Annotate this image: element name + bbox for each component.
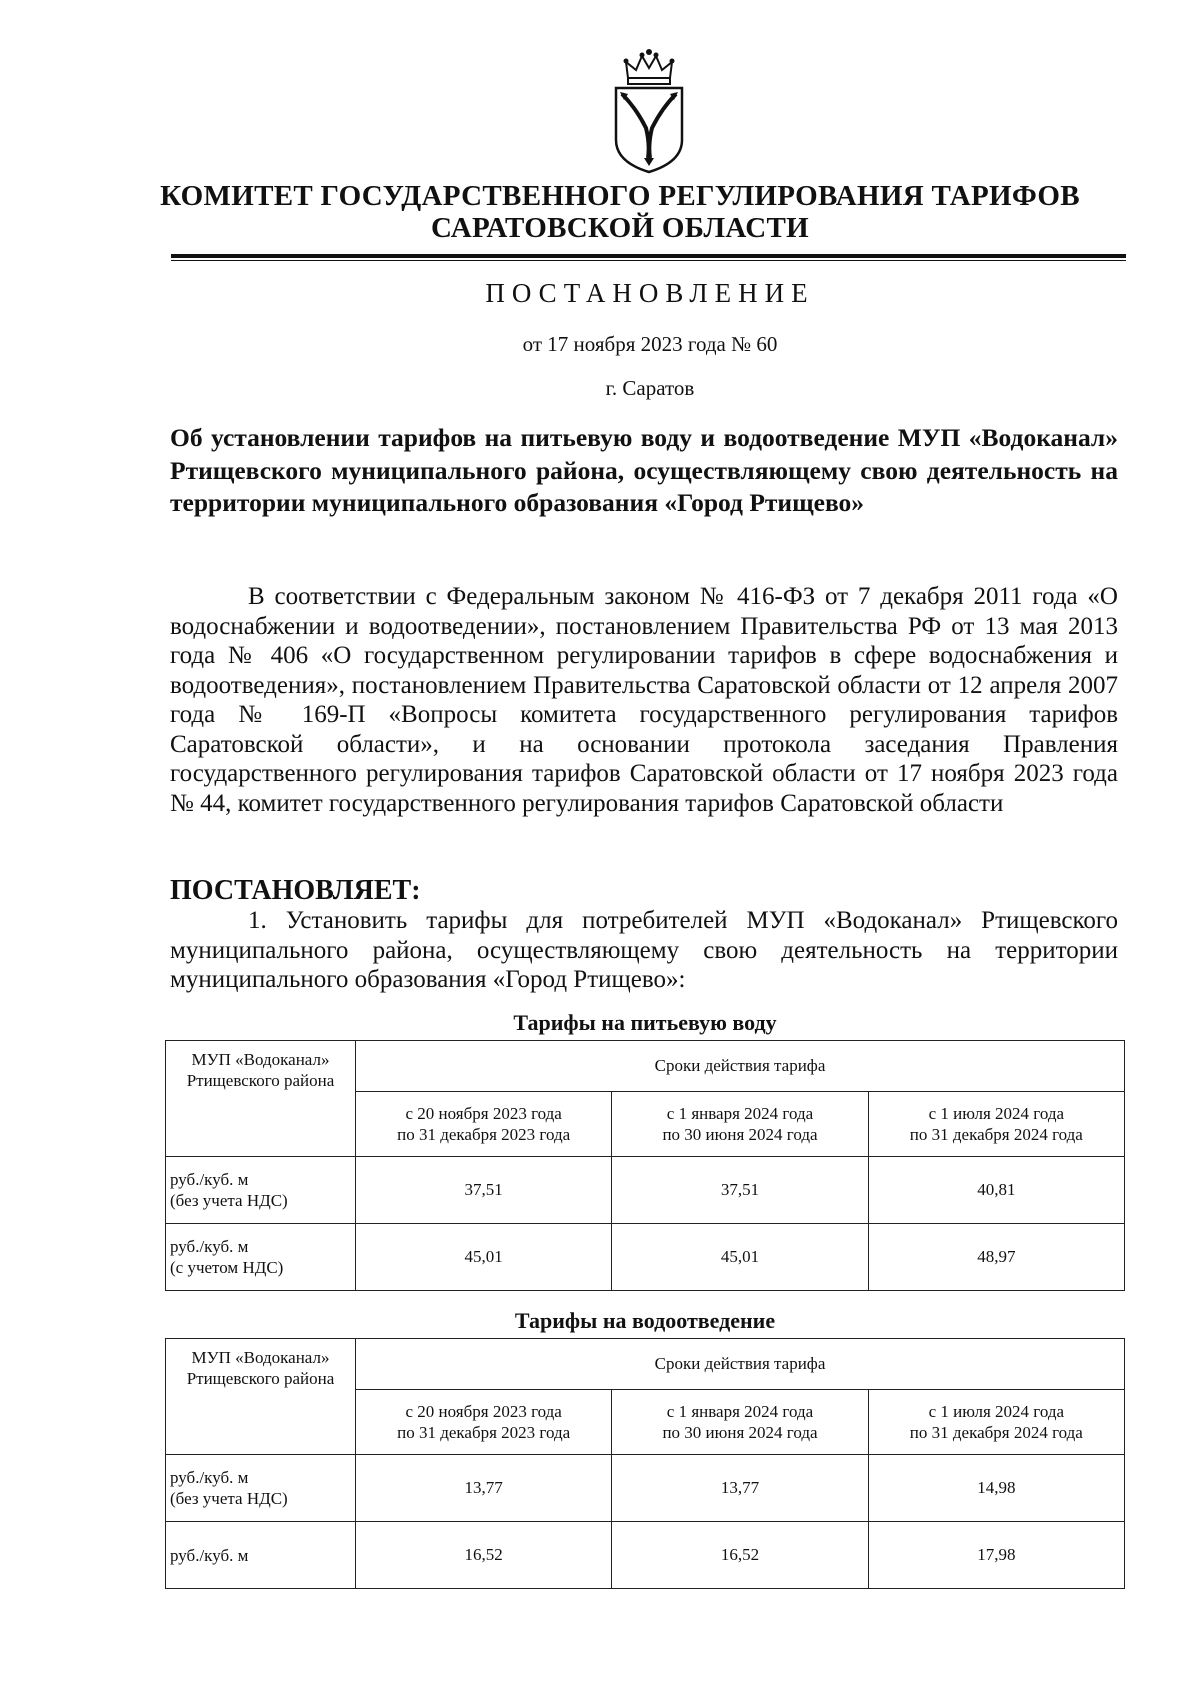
row-unit: руб./куб. м	[170, 1468, 249, 1487]
header-divider-thick	[171, 254, 1126, 258]
org-label-line2: Ртищевского района	[186, 1369, 335, 1388]
row-label-cell	[166, 1224, 356, 1291]
tariff-value: 13,77	[356, 1455, 612, 1522]
water-tariff-table	[165, 1040, 1125, 1291]
period-cell	[868, 1092, 1124, 1157]
row-note: (с учетом НДС)	[170, 1258, 284, 1277]
period-from: с 1 января 2024 года	[666, 1104, 814, 1123]
period-cell	[356, 1390, 612, 1455]
row-unit: руб./куб. м	[170, 1545, 249, 1565]
organization-title-line1: КОМИТЕТ ГОСУДАРСТВЕННОГО РЕГУЛИРОВАНИЯ ТАРИФОВ	[160, 180, 1080, 212]
org-label-cell	[166, 1339, 356, 1455]
row-unit: руб./куб. м	[170, 1237, 249, 1256]
document-city: г. Саратов	[605, 376, 695, 400]
row-label-cell	[166, 1455, 356, 1522]
org-label-cell	[166, 1041, 356, 1157]
period-from: с 1 июля 2024 года	[928, 1402, 1065, 1421]
org-label-line2: Ртищевского района	[186, 1071, 335, 1090]
tariff-value: 45,01	[612, 1224, 868, 1291]
sewage-table-caption: Тарифы на водоотведение	[514, 1308, 776, 1333]
period-from: с 20 ноября 2023 года	[405, 1402, 562, 1421]
preamble-paragraph: В соответствии с Федеральным законом № 416-ФЗ от 7 декабря 2011 года «О водоснабжении и водоотведении», постановлением Правительства РФ от 13 мая 2013 года № 406 «О государственном регулировании тарифов в сфере водоснабжения и водоотведения», постановлением Правительства Саратовской области от 12 апреля 2007 года № 169-П «Вопросы комитета государственного регулирования тарифов Саратовской области», и на основании протокола заседания Правления государственного регулирования тарифов Саратовской области от 17 ноября 2023 года № 44, комитет государственного регулирования тарифов Саратовской области	[170, 583, 1118, 817]
period-cell	[356, 1092, 612, 1157]
period-to: по 30 июня 2024 года	[662, 1423, 818, 1442]
table-row	[166, 1455, 1125, 1522]
tariff-value: 14,98	[868, 1455, 1124, 1522]
tariff-value: 16,52	[612, 1522, 868, 1589]
period-cell	[868, 1390, 1124, 1455]
tariff-value: 16,52	[356, 1522, 612, 1589]
period-to: по 30 июня 2024 года	[662, 1125, 818, 1144]
period-to: по 31 декабря 2024 года	[909, 1125, 1083, 1144]
coat-of-arms-icon	[606, 48, 692, 176]
table-row	[166, 1157, 1125, 1224]
period-to: по 31 декабря 2023 года	[397, 1125, 571, 1144]
row-label-cell	[166, 1522, 356, 1589]
tariff-value: 17,98	[868, 1522, 1124, 1589]
period-from: с 1 января 2024 года	[666, 1402, 814, 1421]
period-from: с 1 июля 2024 года	[928, 1104, 1065, 1123]
table-header-row	[166, 1041, 1125, 1092]
row-note: (без учета НДС)	[170, 1191, 288, 1210]
period-to: по 31 декабря 2024 года	[909, 1423, 1083, 1442]
sewage-tariff-table	[165, 1338, 1125, 1589]
water-table-caption: Тарифы на питьевую воду	[513, 1010, 777, 1035]
header-divider-thin	[171, 260, 1126, 261]
period-to: по 31 декабря 2023 года	[397, 1423, 571, 1442]
document-date-number: от 17 ноября 2023 года № 60	[522, 332, 778, 356]
tariff-value: 40,81	[868, 1157, 1124, 1224]
tariff-value: 48,97	[868, 1224, 1124, 1291]
row-unit: руб./куб. м	[170, 1170, 249, 1189]
period-cell	[612, 1390, 868, 1455]
tariff-value: 13,77	[612, 1455, 868, 1522]
period-from: с 20 ноября 2023 года	[405, 1104, 562, 1123]
organization-title-line2: САРАТОВСКОЙ ОБЛАСТИ	[431, 212, 809, 244]
period-cell	[612, 1092, 868, 1157]
document-type: ПОСТАНОВЛЕНИЕ	[485, 278, 815, 308]
table-row	[166, 1224, 1125, 1291]
document-subject: Об установлении тарифов на питьевую воду и водоотведение МУП «Водоканал» Ртищевского муниципального района, осуществляющему свою деятельность на территории муниципального образования «Город Ртищево»	[170, 423, 1118, 517]
row-label-cell	[166, 1157, 356, 1224]
org-label-line1: МУП «Водоканал»	[191, 1348, 330, 1367]
tariff-value: 37,51	[612, 1157, 868, 1224]
validity-header: Сроки действия тарифа	[356, 1041, 1125, 1092]
tariff-value: 45,01	[356, 1224, 612, 1291]
table-header-row	[166, 1339, 1125, 1390]
row-note: (без учета НДС)	[170, 1489, 288, 1508]
tariff-value: 37,51	[356, 1157, 612, 1224]
item-1-paragraph: 1. Установить тарифы для потребителей МУП «Водоканал» Ртищевского муниципального района, осуществляющему свою деятельность на территории муниципального образования «Город Ртищево»:	[170, 907, 1118, 993]
table-row	[166, 1522, 1125, 1589]
org-label-line1: МУП «Водоканал»	[191, 1050, 330, 1069]
decree-word: ПОСТАНОВЛЯЕТ:	[170, 875, 421, 906]
validity-header: Сроки действия тарифа	[356, 1339, 1125, 1390]
